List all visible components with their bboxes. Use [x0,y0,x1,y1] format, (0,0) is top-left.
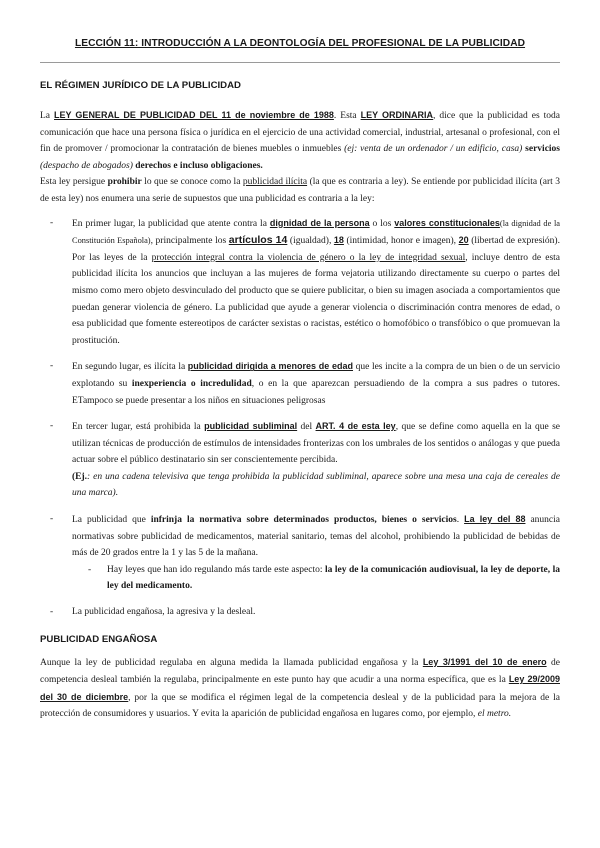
text: (intimidad, honor e imagen), [343,236,459,247]
text: , por la que se modifica el régimen legal de la competencia desleal y de la publicidad para la mejora de la protección de consumidores y usuarios. Y evita la aparición de publicidad engañosa en lugares como, por ejemplo, [40,692,560,720]
text: del [297,422,316,433]
keyword-proteccion-integral: protección integral contra la violencia de género o la ley de integridad sexual [151,252,466,263]
text: , principalmente los [150,236,229,247]
list-item [40,215,560,350]
article-14-ref: artículos 14 [228,234,288,247]
ley-88-ref: La ley del 88 [464,514,526,525]
ley-ordinaria-ref: LEY ORDINARIA [360,110,434,120]
text: servicios [522,144,560,155]
text: anuncia normativas sobre publicidad de medicamentos, material sanitario, temas del alcohol, prohibiendo la publicidad de bebidas de más de 20 grados entre la 1 y las 5 de la mañana. [72,515,561,559]
text: La [40,111,54,121]
keyword-publicidad-ilicita: publicidad ilícita [242,177,308,188]
list-item [40,511,560,595]
paragraph-ilicita [40,174,560,207]
example-note: : en una cadena televisiva que tenga prohibida la publicidad subliminal, aparece sobre una mesa una caja de cereales de una marca). [72,471,560,499]
section-heading-regimen: EL RÉGIMEN JURÍDICO DE LA PUBLICIDAD [40,80,241,91]
keyword-subliminal: publicidad subliminal [204,421,298,432]
text: derechos e incluso obligaciones. [132,160,263,171]
list-item [40,418,560,502]
text: , incluye dentro de esta publicidad ilícita los anuncios que incluyan a las mujeres de forma vejatoria utilizando directamente su cuerpo o partes del mismo como mero objeto desvinculado del producto que se quiere publicitar, o bien su imagen asociada a comportamientos que puedan generar violencia de género. La publicidad que ayude a generar violencia o discriminación contra menores de edad, o esa publicidad que fomente estereotipos de carácter sexistas o racistas, estético o homofóbico o transfóbico o que promuevan la prostitución. [72,252,561,346]
keyword-dignidad: dignidad de la persona [269,217,370,228]
text: (igualdad), [287,236,334,247]
section-heading-enganosa: PUBLICIDAD ENGAÑOSA [40,633,158,645]
example-note: (despacho de abogados) [40,160,133,171]
paragraph-enganosa [40,654,560,723]
keyword-prohibir: prohibir [107,177,142,188]
example-note: (ej: venta de un ordenador / un edificio, casa) [344,144,523,155]
text: La publicidad que [72,515,151,526]
text: Esta ley persigue [40,177,108,188]
text: . Esta [333,111,361,121]
article-4-ref: ART. 4 de esta ley [315,421,396,432]
title-divider [40,62,560,63]
text: - La publicidad engañosa, la agresiva y la desleal. [72,607,256,618]
text: (libertad de expresión). Por las leyes de la [72,236,560,263]
text: , dice que la publicidad es toda comunicación que hace una persona física o jurídica en el ejercicio de una actividad comercial, industrial, artesanal o profesional, con el fin de promover / promocionar la contratación de bienes muebles o inmuebles [40,111,560,155]
parenthetical: (la dignidad de la Constitución Española) [72,218,561,246]
example-paragraph [72,469,560,502]
text: de competencia desleal también la regulaba, principalmente en este punto hay que acudir a una norma específica, que es la [40,657,560,686]
text: , que se define como aquella en la que se utilizan técnicas de producción de estímulos de intensidades fronterizas con los umbrales de los sentidos o análogas y que pueda actuar sobre el público destinatario sin ser conscientemente percibida. [72,422,560,466]
page-title: LECCIÓN 11: INTRODUCCIÓN A LA DEONTOLOGÍA DEL PROFESIONAL DE LA PUBLICIDAD [74,38,526,49]
ley-3-1991-ref: Ley 3/1991 del 10 de enero [422,656,547,667]
article-18-ref: 18 [333,235,344,246]
text: , o en la que aparezcan persuadiendo de la compra a sus padres o tutores. ETampoco se puede presentar a los niños en situaciones peligrosas [72,378,560,406]
example-metro: el metro. [477,709,512,720]
text: lo que se conoce como la [141,177,243,188]
keyword-valores: valores constitucionales [394,217,500,228]
text: (la que es contraria a ley). Se entiende por publicidad ilícita (art 3 de esta ley) nos enumera una serie de supuestos que una publicidad es contraria a la ley: [40,177,560,204]
text: Hay leyes que han ido regulando más tarde este aspecto: [107,564,326,575]
text: Aunque la ley de publicidad regulaba en alguna medida la llamada publicidad engañosa y la [40,657,423,668]
list-item [40,604,560,621]
sub-list-item [72,562,560,595]
keyword-inexperiencia: inexperiencia o incredulidad [131,378,252,389]
text: En segundo lugar, es ilícita la [72,362,188,373]
list-item [40,358,560,409]
text: En primer lugar, la publicidad que atente contra la [72,218,270,229]
ley-general-ref: LEY GENERAL DE PUBLICIDAD DEL 11 de noviembre de 1988 [54,110,334,120]
text: o los [369,218,395,229]
keyword-dirigida-menores: publicidad dirigida a menores de edad [187,361,354,372]
text: . [456,515,465,526]
ilicita-list [40,215,560,621]
keyword-leyes: la ley de la comunicación audiovisual, la ley de deporte, la ley del medicamento. [107,564,560,592]
text: que les incite a la compra de un bien o de un servicio explotando su [72,362,560,389]
paragraph-intro [40,107,560,174]
ley-29-2009-ref: Ley 29/2009 del 30 de diciembre [40,674,560,702]
text: (Ej. [72,471,88,482]
keyword-infrinja: infrinja la normativa sobre determinados productos, bienes o servicios [150,515,457,526]
sub-list [72,562,560,595]
text: En tercer lugar, está prohibida la [72,422,205,433]
article-20-ref: 20 [458,235,469,246]
